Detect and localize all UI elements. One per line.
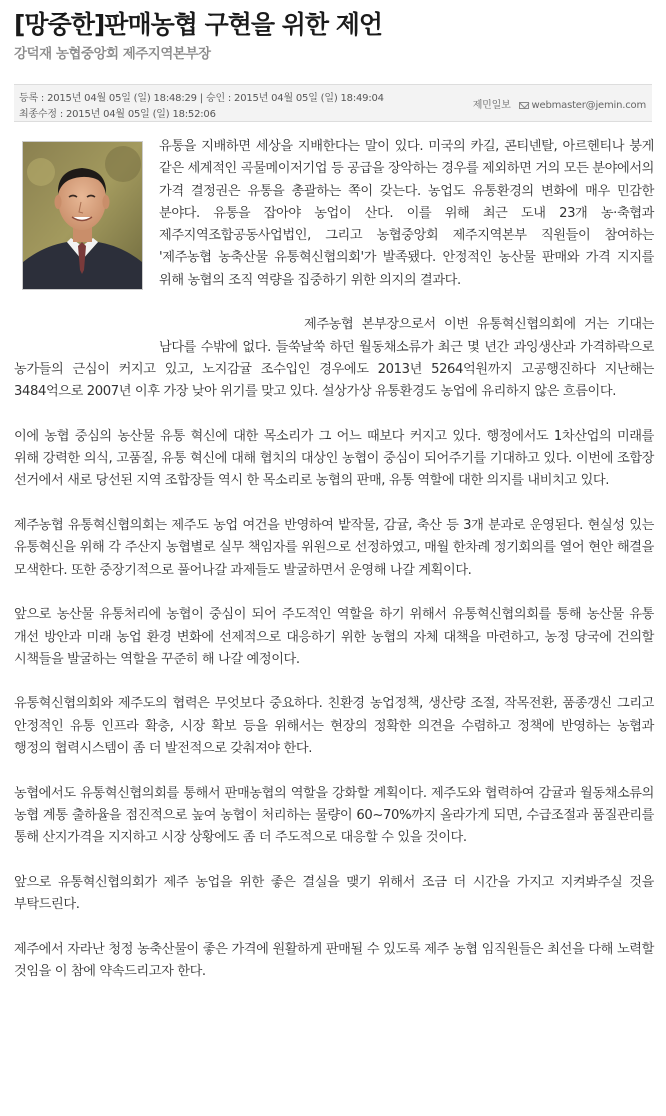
article-paragraph-8: 앞으로 유통혁신협의회가 제주 농업을 위한 좋은 결실을 맺기 위해서 조금 더 시간을 가지고 지켜봐주실 것을 부탁드린다.: [14, 874, 654, 913]
article-paragraph-9: 제주에서 자라난 청정 농축산물이 좋은 가격에 원활하게 판매될 수 있도록 제주 농협 임직원들은 최선을 다해 노력할 것임을 이 참에 약속드리고자 한다.: [14, 941, 654, 979]
article-paragraph-5: 앞으로 농산물 유통처리에 농협이 중심이 되어 주도적인 역할을 하기 위해서 유통혁신협의회를 통해 농산물 유통 개선 방안과 미래 농업 환경 변화에 선제적으로 대응하기 위한 농협의 자체 대책을 마련하고, 농정 당국에 건의할 시책들을 발굴하는 역할을 꾸준히 해 나갈 예정이다.: [14, 607, 654, 667]
approved-label: 승인: [205, 93, 225, 104]
registered-label: 등록: [19, 93, 38, 104]
article-byline: 강덕재 농협중앙회 제주지역본부장: [14, 46, 211, 62]
modified-label: 최종수정: [19, 109, 57, 120]
article-source: [473, 96, 646, 111]
mail-icon: [519, 102, 529, 109]
article-body: [14, 136, 654, 1006]
modified-date: 2015년 04월 05일 (일) 18:52:06: [65, 109, 216, 120]
photo-spacer: [14, 136, 159, 341]
article-dates-line: 등록 : 2015년 04월 05일 (일) 18:48:29 | 승인 : 2015년 04월 05일 (일) 18:49:04: [19, 93, 384, 104]
source-name: 제민일보: [472, 100, 511, 111]
registered-date: 2015년 04월 05일 (일) 18:48:29: [47, 93, 197, 104]
article-info-bar: [14, 84, 652, 122]
article-modified-line: 최종수정 : 2015년 04월 05일 (일) 18:52:06: [19, 109, 216, 120]
article-paragraph-4: 제주농협 유통혁신협의회는 제주도 농업 여건을 반영하여 밭작물, 감귤, 축산 등 3개 분과로 운영된다. 현실성 있는 유통혁신을 위해 각 주산지 농협별로 실무 책임자를 위원으로 선정하였고, 매월 한차례 정기회의를 열어 현안 해결을 모색한다. 또한 중장기적으로 풀어나갈 과제들도 발굴하면서 운영해 나갈 계획이다.: [14, 518, 654, 578]
approved-date: 2015년 04월 05일 (일) 18:49:04: [234, 93, 384, 104]
article-title: [망중한]판매농협 구현을 위한 제언: [14, 10, 383, 39]
article-paragraph-1: 유통을 지배하면 세상을 지배한다는 말이 있다. 미국의 카길, 콘티넨탈, 아르헨티나 붕게 같은 세계적인 곡물메이저기업 등 공급을 장악하는 경우를 제외하면 거의 모든 분야에서의 가격 결정권은 유통을 총괄하는 쪽이 갖는다. 농업도 유통환경의 변화에 매우 민감한 분야다. 유통을 잡아야 농업이 산다. 이를 위해 최근 도내 23개 농·축협과 제주지역조합공동사업법인, 그리고 농협중앙회 제주지역본부 직원들이 참여하는 '제주농협 농축산물 유통혁신협의회'가 발족됐다. 안정적인 농산물 판매와 가격 지지를 위해 농협의 조직 역량을 집중하기 위한 의지의 결과다.: [159, 139, 654, 288]
article-paragraph-3: 이에 농협 중심의 농산물 유통 혁신에 대한 목소리가 그 어느 때보다 커지고 있다. 행정에서도 1차산업의 미래를 위해 강력한 의식, 고품질, 유통 혁신에 대해 협치의 대상인 농협이 중심이 되어주기를 기대하고 있다. 이번에 조합장 선거에서 새로 당선된 지역 조합장들 역시 한 목소리로 농협의 판매, 유통 역할에 대한 의지를 내비치고 있다.: [14, 428, 654, 489]
source-email-link[interactable]: webmaster@jemin.com: [531, 100, 646, 111]
article-paragraph-6: 유통혁신협의회와 제주도의 협력은 무엇보다 중요하다. 친환경 농업정책, 생산량 조절, 작목전환, 품종갱신 그리고 안정적인 유통 인프라 확충, 시장 확보 등을 위해서는 현장의 정확한 의견을 수렴하고 정책에 반영하는 농협과 행정의 협력시스템이 좀 더 발전적으로 갖춰져야 한다.: [14, 696, 654, 757]
article-paragraph-7: 농협에서도 유통혁신협의회를 통해서 판매농협의 역할을 강화할 계획이다. 제주도와 협력하여 감귤과 월동채소류의 농협 계통 출하율을 점진적으로 높여 농협이 처리하는 물량이 60~70%까지 올라가게 되면, 수급조절과 품질관리를 통해 산지가격을 지지하고 시장 상황에도 좀 더 주도적으로 대응할 수 있을 것이다.: [14, 785, 654, 846]
article-paragraph-2: 제주농협 본부장으로서 이번 유통혁신협의회에 거는 기대는 남다를 수밖에 없다. 들쑥날쑥 하던 월동채소류가 최근 몇 년간 과잉생산과 가격하락으로 농가들의 근심이 커지고 있고, 노지감귤 조수입인 경우에도 2013년 5264억원까지 고공행진하다 지난해는 3484억으로 2007년 이후 가장 낮아 위기를 맞고 있다. 설상가상 유통환경도 농업에 유리하지 않은 흐름이다.: [14, 317, 654, 400]
